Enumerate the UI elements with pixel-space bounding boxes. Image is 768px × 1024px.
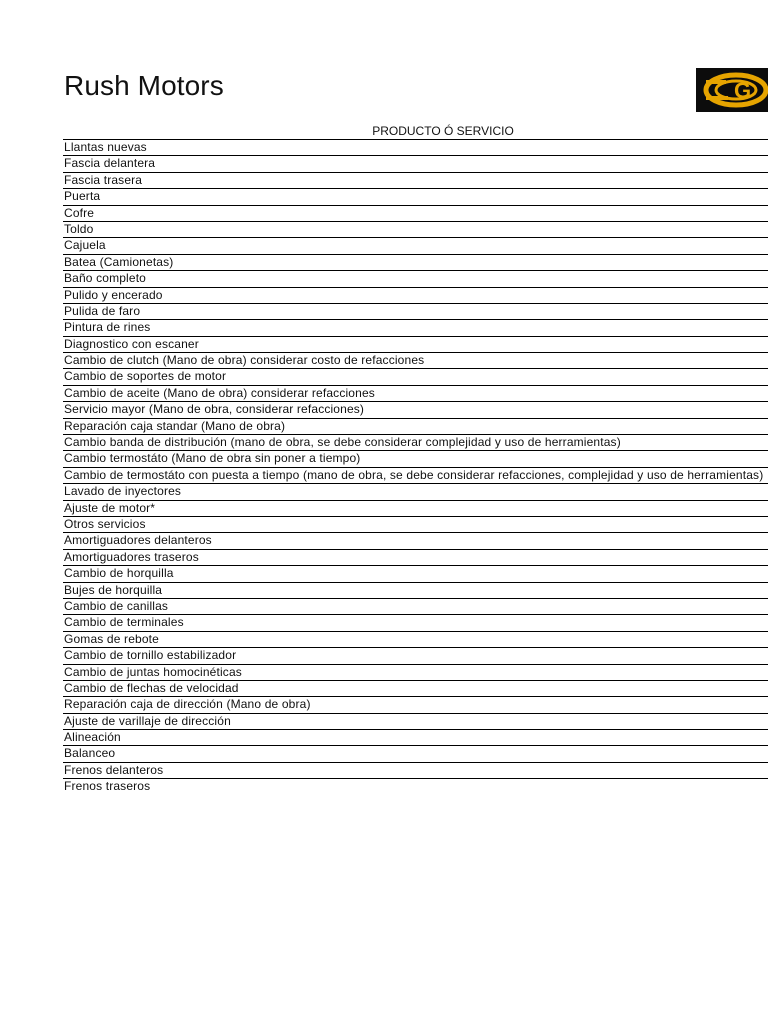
table-row: Cambio termostáto (Mano de obra sin poner a tiempo) <box>63 451 768 467</box>
table-row: Ajuste de varillaje de dirección <box>63 714 768 730</box>
table-row: Servicio mayor (Mano de obra, considerar refacciones) <box>63 402 768 418</box>
services-table <box>63 139 768 795</box>
company-logo <box>696 68 768 112</box>
table-row: Baño completo <box>63 271 768 287</box>
table-row: Diagnostico con escaner <box>63 337 768 353</box>
column-header: PRODUCTO Ó SERVICIO <box>372 124 514 138</box>
table-row: Amortiguadores traseros <box>63 550 768 566</box>
table-row: Cambio de tornillo estabilizador <box>63 648 768 664</box>
table-row: Balanceo <box>63 746 768 762</box>
table-row: Pintura de rines <box>63 320 768 336</box>
table-row: Cambio de juntas homocinéticas <box>63 665 768 681</box>
table-row: Fascia delantera <box>63 156 768 172</box>
table-row: Frenos delanteros <box>63 763 768 779</box>
table-row: Pulida de faro <box>63 304 768 320</box>
table-row: Cambio de soportes de motor <box>63 369 768 385</box>
table-row: Cofre <box>63 206 768 222</box>
table-row: Cambio de flechas de velocidad <box>63 681 768 697</box>
table-row: Bujes de horquilla <box>63 583 768 599</box>
table-row: Lavado de inyectores <box>63 484 768 500</box>
table-row: Alineación <box>63 730 768 746</box>
table-row: Toldo <box>63 222 768 238</box>
table-row: Llantas nuevas <box>63 140 768 156</box>
table-row: Reparación caja standar (Mano de obra) <box>63 419 768 435</box>
table-row: Cambio de horquilla <box>63 566 768 582</box>
table-row: Cajuela <box>63 238 768 254</box>
table-row: Otros servicios <box>63 517 768 533</box>
table-row: Frenos traseros <box>64 779 151 794</box>
table-row: Cambio de termostáto con puesta a tiempo (mano de obra, se debe considerar refacciones, complejidad y uso de herramientas) <box>63 468 768 484</box>
table-row: Puerta <box>63 189 768 205</box>
table-row: Cambio de canillas <box>63 599 768 615</box>
table-row: Fascia trasera <box>63 173 768 189</box>
logo-g-emblem <box>696 68 768 112</box>
page-title: Rush Motors <box>64 70 224 101</box>
table-row: Gomas de rebote <box>63 632 768 648</box>
table-row: Reparación caja de dirección (Mano de obra) <box>63 697 768 713</box>
table-row: Cambio de terminales <box>63 615 768 631</box>
table-row: Cambio de aceite (Mano de obra) considerar refacciones <box>63 386 768 402</box>
table-row: Amortiguadores delanteros <box>63 533 768 549</box>
table-row: Ajuste de motor* <box>63 501 768 517</box>
logo-letter: G <box>734 78 752 103</box>
table-row: Pulido y encerado <box>63 288 768 304</box>
table-row: Batea (Camionetas) <box>63 255 768 271</box>
table-row: Cambio de clutch (Mano de obra) considerar costo de refacciones <box>63 353 768 369</box>
table-row: Cambio banda de distribución (mano de obra, se debe considerar complejidad y uso de herramientas) <box>63 435 768 451</box>
